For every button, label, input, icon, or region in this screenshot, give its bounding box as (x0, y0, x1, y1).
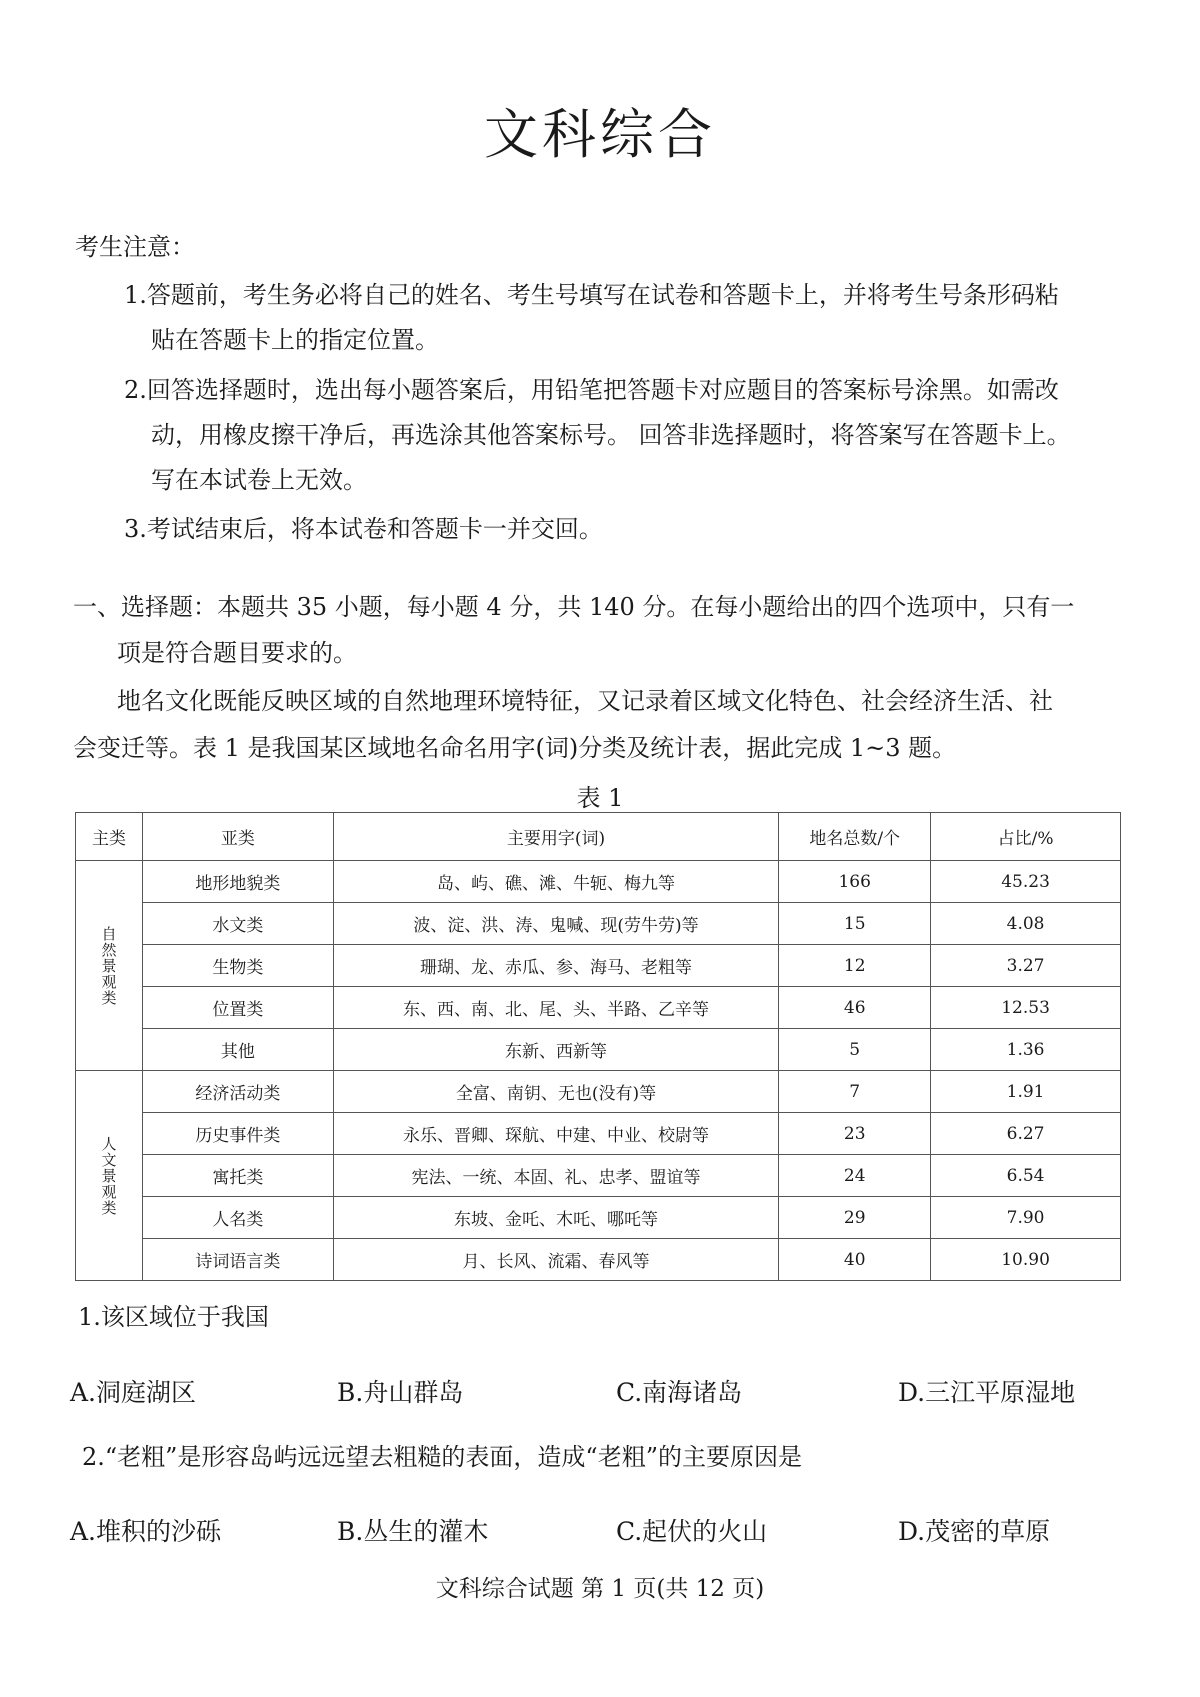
question-1-option-b: B.舟山群岛 (337, 1378, 464, 1407)
table-cell: 3.27 (931, 945, 1121, 987)
table-cell: 地形地貌类 (142, 861, 333, 903)
table-cell: 12 (779, 945, 931, 987)
notice-item-3: 3.考试结束后，将本试卷和答题卡一并交回。 (124, 515, 603, 543)
page-footer: 文科综合试题 第 1 页(共 12 页) (435, 1576, 765, 1602)
table-cell: 经济活动类 (142, 1071, 333, 1113)
table-header-row (76, 813, 1121, 861)
table-cell: 波、淀、洪、涛、鬼喊、现(劳牛劳)等 (333, 903, 779, 945)
table-header-cell: 亚类 (142, 813, 333, 861)
table-cell: 166 (779, 861, 931, 903)
question-2-option-b: B.丛生的灌木 (337, 1517, 489, 1546)
table-cell: 位置类 (142, 987, 333, 1029)
table-cell: 其他 (142, 1029, 333, 1071)
section-heading-line-1: 一、选择题：本题共 35 小题，每小题 4 分，共 140 分。在每小题给出的四个选项中，只有一 (73, 593, 1075, 621)
notice-item-1-line-1: 1.答题前，考生务必将自己的姓名、考生号填写在试卷和答题卡上，并将考生号条形码粘 (124, 281, 1059, 309)
question-1-stem: 1.该区域位于我国 (78, 1303, 269, 1331)
table-row (76, 1113, 1121, 1155)
table-row (76, 1197, 1121, 1239)
table-cell: 月、长风、流霜、春风等 (333, 1239, 779, 1281)
question-2-stem: 2.“老粗”是形容岛屿远远望去粗糙的表面，造成“老粗”的主要原因是 (82, 1443, 802, 1471)
table-cell: 诗词语言类 (142, 1239, 333, 1281)
table-caption: 表 1 (576, 784, 624, 812)
table-cell: 15 (779, 903, 931, 945)
table-row (76, 861, 1121, 903)
table-cell: 46 (779, 987, 931, 1029)
notice-item-2-line-1: 2.回答选择题时，选出每小题答案后，用铅笔把答题卡对应题目的答案标号涂黑。如需改 (124, 376, 1059, 404)
page-title: 文科综合 (484, 103, 716, 166)
table-cell: 水文类 (142, 903, 333, 945)
notice-item-1-line-2: 贴在答题卡上的指定位置。 (151, 326, 439, 354)
question-2-option-a: A.堆积的沙砾 (70, 1517, 222, 1546)
table-row (76, 1029, 1121, 1071)
table-cell: 1.36 (931, 1029, 1121, 1071)
table-cell: 7.90 (931, 1197, 1121, 1239)
table-cell: 45.23 (931, 861, 1121, 903)
main-category-cell (76, 1071, 143, 1281)
intro-line-2: 会变迁等。表 1 是我国某区域地名命名用字(词)分类及统计表，据此完成 1~3 题。 (73, 734, 957, 762)
table-row (76, 903, 1121, 945)
table-cell: 寓托类 (142, 1155, 333, 1197)
main-category-label: 自然景观类 (99, 925, 118, 1006)
intro-line-1: 地名文化既能反映区域的自然地理环境特征，又记录着区域文化特色、社会经济生活、社 (117, 687, 1053, 715)
table-cell: 生物类 (142, 945, 333, 987)
table-cell: 永乐、晋卿、琛航、中建、中业、校尉等 (333, 1113, 779, 1155)
table-cell: 7 (779, 1071, 931, 1113)
table-cell: 历史事件类 (142, 1113, 333, 1155)
table-cell: 6.54 (931, 1155, 1121, 1197)
table-row (76, 945, 1121, 987)
table-header-cell: 主类 (76, 813, 143, 861)
table-row (76, 987, 1121, 1029)
table-header-cell: 地名总数/个 (779, 813, 931, 861)
table-cell: 24 (779, 1155, 931, 1197)
table-cell: 5 (779, 1029, 931, 1071)
notice-heading: 考生注意： (75, 233, 195, 261)
table-cell: 东新、西新等 (333, 1029, 779, 1071)
table-cell: 40 (779, 1239, 931, 1281)
table-cell: 岛、屿、礁、滩、牛轭、梅九等 (333, 861, 779, 903)
question-2-option-d: D.茂密的草原 (898, 1517, 1051, 1546)
table-cell: 全富、南钥、无也(没有)等 (333, 1071, 779, 1113)
question-1-option-c: C.南海诸岛 (616, 1378, 743, 1407)
table-row (76, 1071, 1121, 1113)
table-cell: 珊瑚、龙、赤瓜、参、海马、老粗等 (333, 945, 779, 987)
notice-item-2-line-3: 写在本试卷上无效。 (151, 466, 367, 494)
question-1-option-d: D.三江平原湿地 (898, 1378, 1076, 1407)
table-cell: 10.90 (931, 1239, 1121, 1281)
question-2-option-c: C.起伏的火山 (616, 1517, 768, 1546)
main-category-label: 人文景观类 (99, 1135, 118, 1216)
table-cell: 东坡、金吒、木吒、哪吒等 (333, 1197, 779, 1239)
table-cell: 宪法、一统、本固、礼、忠孝、盟谊等 (333, 1155, 779, 1197)
main-category-cell (76, 861, 143, 1071)
table-cell: 6.27 (931, 1113, 1121, 1155)
place-name-table (75, 812, 1121, 1281)
table-cell: 东、西、南、北、尾、头、半路、乙辛等 (333, 987, 779, 1029)
table-cell: 1.91 (931, 1071, 1121, 1113)
table-cell: 29 (779, 1197, 931, 1239)
table-row (76, 1239, 1121, 1281)
table-cell: 12.53 (931, 987, 1121, 1029)
table-row (76, 1155, 1121, 1197)
table-header-cell: 主要用字(词) (333, 813, 779, 861)
table-cell: 人名类 (142, 1197, 333, 1239)
notice-item-2-line-2: 动，用橡皮擦干净后，再选涂其他答案标号。 回答非选择题时，将答案写在答题卡上。 (151, 421, 1071, 449)
table-cell: 23 (779, 1113, 931, 1155)
section-heading-line-2: 项是符合题目要求的。 (117, 639, 357, 667)
table-header-cell: 占比/% (931, 813, 1121, 861)
question-1-option-a: A.洞庭湖区 (70, 1378, 197, 1407)
table-cell: 4.08 (931, 903, 1121, 945)
